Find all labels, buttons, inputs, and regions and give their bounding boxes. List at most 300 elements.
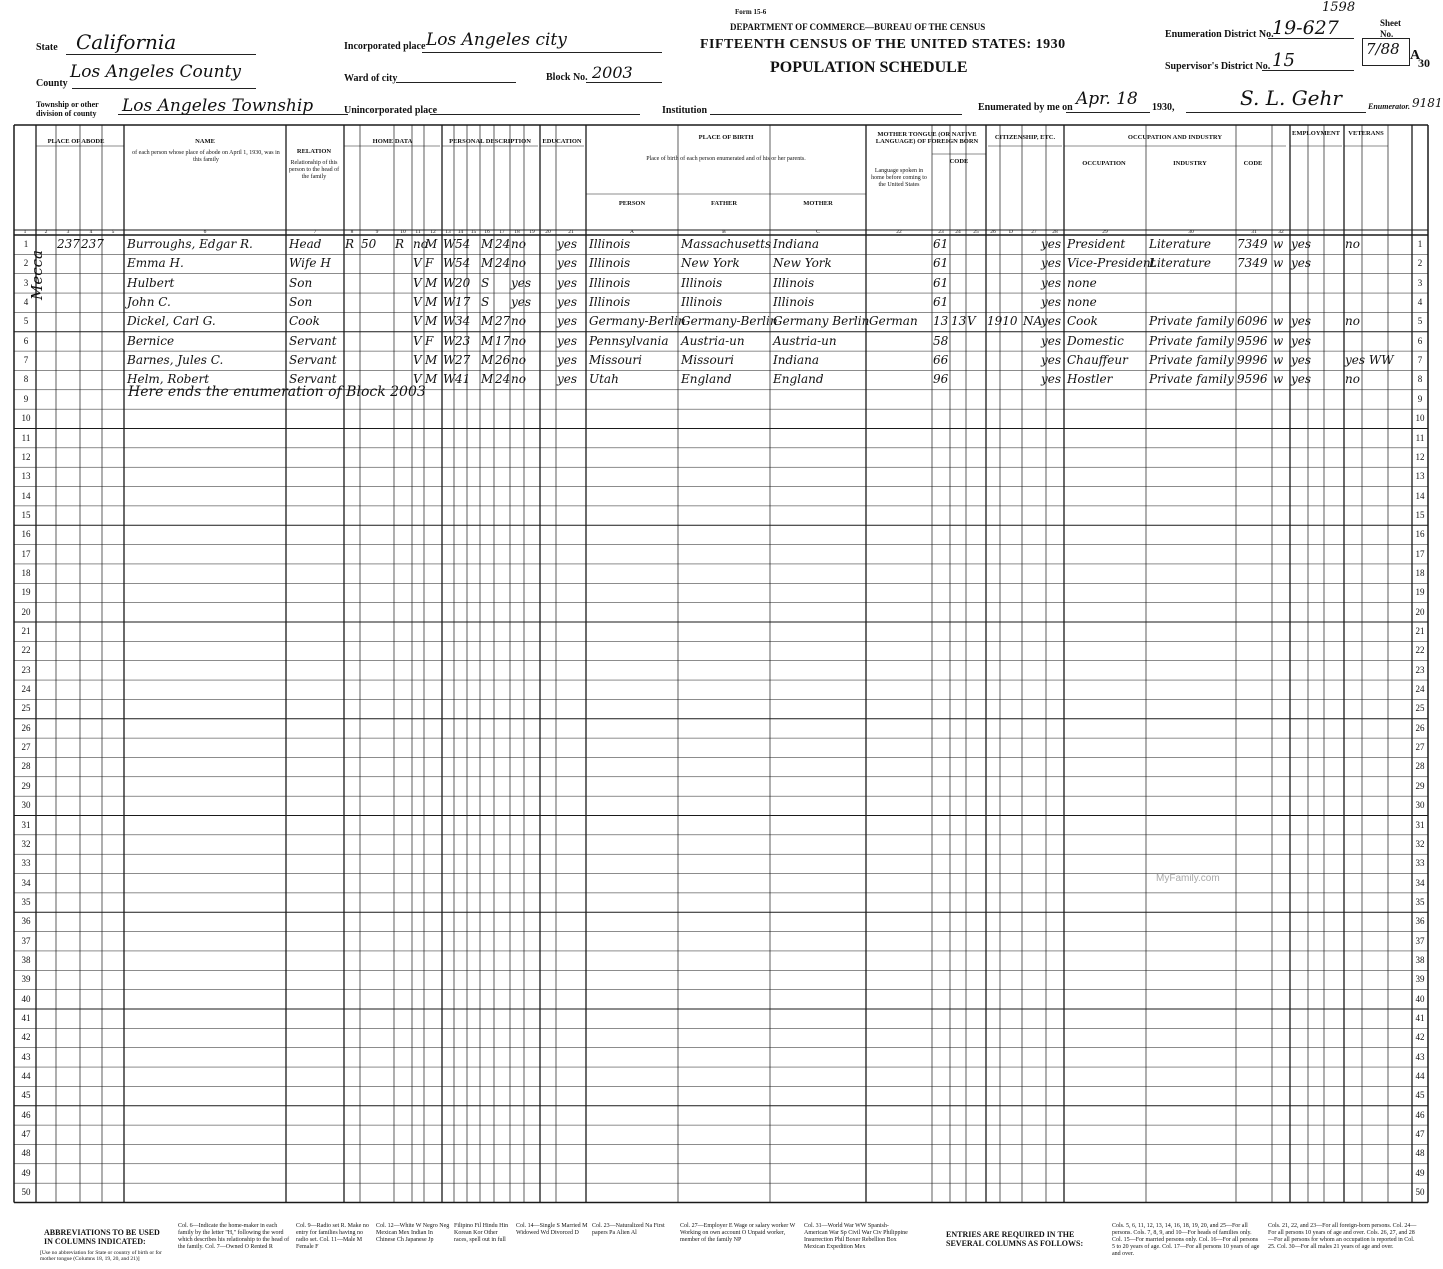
row-number-left: 31 bbox=[21, 819, 31, 830]
row-number-left: 10 bbox=[21, 413, 31, 424]
cell-code: 9996 bbox=[1237, 353, 1268, 368]
cell-cc: V bbox=[967, 314, 976, 329]
cell-code: 7349 bbox=[1237, 256, 1268, 271]
sheet-side: A bbox=[1410, 48, 1421, 63]
end-of-block-note: Here ends the enumeration of Block 2003 bbox=[128, 384, 426, 400]
col-person: PERSON bbox=[618, 200, 646, 207]
sheet-code: 30 bbox=[1418, 56, 1430, 70]
row-number-right: 44 bbox=[1415, 1071, 1425, 1082]
cell-school: no bbox=[511, 372, 526, 387]
group-tongue: MOTHER TONGUE (OR NATIVE LANGUAGE) OF FOREIGN BORN bbox=[875, 131, 979, 145]
cell-vet: no bbox=[1345, 314, 1360, 329]
cell-mar: M bbox=[481, 333, 494, 348]
row-number-right: 13 bbox=[1415, 471, 1425, 482]
cell-rel: Servant bbox=[289, 372, 337, 387]
cell-name: Emma H. bbox=[127, 256, 184, 271]
group-name: NAME bbox=[195, 138, 215, 145]
column-number: 28 bbox=[1052, 229, 1058, 235]
cell-ca: 66 bbox=[933, 353, 949, 368]
row-number-left: 16 bbox=[21, 529, 31, 540]
cell-read: yes bbox=[557, 314, 578, 329]
cell-age: 20 bbox=[455, 275, 471, 290]
cell-own: R bbox=[345, 237, 355, 251]
cell-sex: M bbox=[425, 372, 438, 387]
row-number-left: 2 bbox=[23, 258, 29, 269]
row-number-right: 12 bbox=[1415, 451, 1425, 462]
cell-sex: M bbox=[425, 237, 438, 251]
column-number: 21 bbox=[568, 229, 574, 235]
column-number: 13 bbox=[445, 229, 451, 235]
row-number-right: 9 bbox=[1417, 393, 1423, 404]
row-number-right: 31 bbox=[1415, 819, 1425, 830]
row-number-left: 45 bbox=[21, 1090, 31, 1101]
cell-radio: R bbox=[395, 237, 405, 251]
cell-rel: Wife H bbox=[289, 256, 331, 271]
row-number-right: 48 bbox=[1415, 1148, 1425, 1159]
cell-mar: S bbox=[481, 275, 490, 290]
cell-age: 41 bbox=[455, 372, 471, 387]
cell-farm: V bbox=[413, 314, 422, 329]
cell-code: 7349 bbox=[1237, 237, 1268, 251]
entries-title: ENTRIES ARE REQUIRED IN THE SEVERAL COLUMNS AS FOLLOWS: bbox=[946, 1230, 1084, 1248]
row-number-left: 40 bbox=[21, 993, 31, 1004]
row-number-left: 14 bbox=[21, 490, 31, 501]
row-number-right: 4 bbox=[1417, 297, 1423, 308]
row-number-right: 15 bbox=[1415, 509, 1425, 520]
abbrev-col31: Col. 31—World War WW Spanish-American War Sp Civil War Civ Philippine Insurrection Phil Boxer Rebellion Box Mexican Expedition Mex bbox=[804, 1223, 908, 1250]
year-label: 1930, bbox=[1152, 102, 1175, 113]
cell-pobm: Illinois bbox=[773, 295, 815, 310]
abbrev-col12: Col. 12—White W Negro Neg Mexican Mex Indian In Chinese Ch Japanese Jp bbox=[376, 1223, 450, 1243]
block-label: Block No. bbox=[546, 72, 588, 83]
cell-pobm: Illinois bbox=[773, 275, 815, 290]
cell-farm: V bbox=[413, 372, 422, 387]
cell-pob: Illinois bbox=[589, 237, 631, 251]
column-number: 8 bbox=[350, 229, 354, 235]
cell-ind: Private family bbox=[1149, 333, 1234, 348]
watermark: MyFamily.com bbox=[1156, 873, 1220, 884]
row-number-left: 28 bbox=[21, 761, 31, 772]
cell-eng: yes bbox=[1041, 353, 1062, 368]
cell-name: Bernice bbox=[127, 333, 175, 348]
column-number: 23 bbox=[938, 229, 944, 235]
cell-age: 54 bbox=[455, 237, 471, 251]
col-mother: MOTHER bbox=[803, 200, 833, 207]
cell-school: no bbox=[511, 333, 526, 348]
cell-code: 9596 bbox=[1237, 333, 1268, 348]
cell-school: yes bbox=[511, 275, 532, 290]
cell-occ: Chauffeur bbox=[1067, 353, 1128, 368]
cell-name: John C. bbox=[127, 295, 171, 310]
cell-eng: yes bbox=[1041, 295, 1062, 310]
cell-cls: w bbox=[1273, 314, 1284, 329]
unincorporated-label: Unincorporated place bbox=[344, 105, 438, 116]
row-number-left: 29 bbox=[21, 780, 31, 791]
cell-name: Dickel, Carl G. bbox=[127, 314, 216, 329]
group-education: EDUCATION bbox=[542, 138, 582, 145]
cell-ind: Private family bbox=[1149, 372, 1234, 387]
cell-occ: Cook bbox=[1067, 314, 1098, 329]
row-number-right: 36 bbox=[1415, 916, 1425, 927]
column-number: 15 bbox=[470, 229, 477, 235]
cell-name: Hulbert bbox=[127, 275, 175, 290]
cell-ca: 61 bbox=[933, 275, 949, 290]
cell-race: W bbox=[443, 275, 456, 290]
column-number: 2 bbox=[44, 229, 48, 235]
cell-pobf: England bbox=[681, 372, 732, 387]
column-number: 22 bbox=[896, 229, 902, 235]
cell-code: 6096 bbox=[1237, 314, 1268, 329]
cell-race: W bbox=[443, 353, 456, 368]
row-number-left: 42 bbox=[21, 1032, 31, 1043]
col-occupation: OCCUPATION bbox=[1082, 160, 1126, 167]
cell-emp: yes bbox=[1291, 237, 1312, 251]
cell-emp: yes bbox=[1291, 333, 1312, 348]
enumerator-code: 9181 bbox=[1412, 96, 1443, 110]
cell-sex: M bbox=[425, 353, 438, 368]
cell-ca: 58 bbox=[933, 333, 949, 348]
cell-pob: Germany-Berlin bbox=[589, 314, 686, 329]
row-number-right: 30 bbox=[1415, 800, 1425, 811]
county-label: County bbox=[36, 78, 68, 89]
cell-rel: Servant bbox=[289, 333, 337, 348]
row-number-right: 1 bbox=[1417, 239, 1423, 249]
cell-pobf: Germany-Berlin bbox=[681, 314, 778, 329]
row-number-right: 34 bbox=[1415, 877, 1425, 888]
cell-race: W bbox=[443, 372, 456, 387]
cell-read: yes bbox=[557, 256, 578, 271]
cell-ind: Private family bbox=[1149, 314, 1234, 329]
row-number-right: 6 bbox=[1417, 335, 1423, 346]
cell-sex: M bbox=[425, 275, 438, 290]
row-number-right: 2 bbox=[1417, 258, 1423, 269]
row-number-right: 33 bbox=[1415, 858, 1425, 869]
cell-sex: F bbox=[425, 256, 434, 271]
cell-ca: 61 bbox=[933, 256, 949, 271]
abbrev-col12b: Filipino Fil Hindu Hin Korean Kor Other races, spell out in full bbox=[454, 1223, 509, 1243]
cell-pob: Illinois bbox=[589, 295, 631, 310]
cell-age: 54 bbox=[455, 256, 471, 271]
row-number-left: 25 bbox=[21, 703, 31, 714]
abbrev-title: ABBREVIATIONS TO BE USED IN COLUMNS INDICATED: bbox=[44, 1228, 160, 1246]
side-annotation: Mecca bbox=[28, 250, 46, 300]
cell-school: yes bbox=[511, 295, 532, 310]
cell-pobf: Illinois bbox=[681, 295, 723, 310]
cell-age: 17 bbox=[455, 295, 471, 310]
cell-sex: M bbox=[425, 295, 438, 310]
cell-agem: 24 bbox=[495, 256, 511, 271]
cell-sex: F bbox=[425, 333, 434, 348]
cell-farm: V bbox=[413, 256, 422, 271]
col-language: Language spoken in home before coming to the United States bbox=[871, 168, 927, 188]
cell-school: no bbox=[511, 237, 526, 251]
cell-mar: M bbox=[481, 314, 494, 329]
cell-rel: Cook bbox=[289, 314, 320, 329]
row-number-right: 11 bbox=[1415, 432, 1425, 443]
cell-race: W bbox=[443, 333, 456, 348]
row-number-right: 40 bbox=[1415, 993, 1425, 1004]
cell-agem: 27 bbox=[495, 314, 511, 329]
cell-age: 23 bbox=[455, 333, 471, 348]
cell-race: W bbox=[443, 256, 456, 271]
cell-occ: President bbox=[1067, 237, 1126, 251]
incorporated-label: Incorporated place bbox=[344, 41, 426, 52]
row-number-right: 14 bbox=[1415, 490, 1425, 501]
row-number-left: 8 bbox=[23, 374, 29, 385]
cell-emp: yes bbox=[1291, 353, 1312, 368]
column-number: 7 bbox=[313, 229, 317, 235]
cell-race: W bbox=[443, 237, 456, 251]
cell-eng: yes bbox=[1041, 275, 1062, 290]
abbrev-col27: Col. 27—Employer E Wage or salary worker W Working on own account O Unpaid worker, member of the family NP bbox=[680, 1223, 796, 1243]
cell-ca: 13 bbox=[933, 314, 949, 329]
row-number-left: 3 bbox=[23, 277, 29, 288]
cell-eng: yes bbox=[1041, 314, 1062, 329]
row-number-left: 19 bbox=[21, 587, 31, 598]
row-number-right: 35 bbox=[1415, 896, 1425, 907]
cell-mar: S bbox=[481, 295, 490, 310]
column-number: 3 bbox=[66, 229, 70, 235]
cell-occ: none bbox=[1067, 295, 1097, 310]
col-father: FATHER bbox=[710, 200, 738, 207]
sheet-value: 7/88 bbox=[1366, 40, 1400, 58]
cell-pobm: Germany Berlin bbox=[773, 314, 870, 329]
cell-eng: yes bbox=[1041, 333, 1062, 348]
cell-farm: no bbox=[413, 237, 428, 251]
row-number-right: 43 bbox=[1415, 1051, 1425, 1062]
row-number-right: 29 bbox=[1415, 780, 1425, 791]
cell-occ: Domestic bbox=[1067, 333, 1124, 348]
cell-read: yes bbox=[557, 295, 578, 310]
group-veterans: VETERANS bbox=[1348, 130, 1384, 137]
row-number-left: 32 bbox=[21, 838, 31, 849]
column-number: 29 bbox=[1102, 229, 1108, 235]
row-number-right: 37 bbox=[1415, 935, 1425, 946]
group-abode: PLACE OF ABODE bbox=[47, 138, 105, 145]
cell-pob: Missouri bbox=[589, 353, 642, 368]
enum-district-label: Enumeration District No. bbox=[1165, 29, 1274, 40]
row-number-left: 41 bbox=[21, 1013, 31, 1023]
row-number-left: 6 bbox=[23, 335, 29, 346]
enumerator-signature: S. L. Gehr bbox=[1240, 86, 1342, 110]
stamp-number: 1598 bbox=[1322, 0, 1356, 15]
cell-pobm: Austria-un bbox=[773, 333, 837, 348]
cell-name: Helm, Robert bbox=[127, 372, 210, 387]
cell-cls: w bbox=[1273, 372, 1284, 387]
name-description: of each person whose place of abode on April 1, 1930, was in this family bbox=[132, 150, 280, 163]
row-number-right: 41 bbox=[1415, 1013, 1425, 1023]
group-home: HOME DATA bbox=[372, 138, 413, 145]
column-number: 19 bbox=[529, 229, 535, 235]
cell-pobm: New York bbox=[773, 256, 832, 271]
cell-pob: Pennsylvania bbox=[589, 333, 669, 348]
cell-pobf: Missouri bbox=[681, 353, 734, 368]
cell-mar: M bbox=[481, 237, 494, 251]
column-number: 14 bbox=[457, 229, 464, 235]
row-number-left: 27 bbox=[21, 742, 31, 753]
cell-agem: 24 bbox=[495, 372, 511, 387]
cell-emp: yes bbox=[1291, 256, 1312, 271]
row-number-right: 26 bbox=[1415, 722, 1425, 733]
abbrev-col23: Col. 23—Naturalized Na First papers Pa Alien Al bbox=[592, 1223, 665, 1236]
cell-rel: Son bbox=[289, 295, 313, 310]
cell-pob: Utah bbox=[589, 372, 619, 387]
cell-farm: V bbox=[413, 353, 422, 368]
column-number: 20 bbox=[545, 229, 551, 235]
row-number-left: 1 bbox=[23, 239, 29, 249]
cell-cls: w bbox=[1273, 256, 1284, 271]
row-number-right: 45 bbox=[1415, 1090, 1425, 1101]
cell-mar: M bbox=[481, 372, 494, 387]
abbrev-note: [Use no abbreviation for State or country of birth or for mother tongue (Columns 18, 19, 20, and 21)] bbox=[40, 1250, 162, 1262]
row-number-right: 50 bbox=[1415, 1187, 1425, 1198]
row-number-right: 21 bbox=[1415, 626, 1425, 636]
row-number-left: 15 bbox=[21, 509, 31, 520]
row-number-left: 17 bbox=[21, 548, 31, 559]
cell-age: 34 bbox=[455, 314, 471, 329]
supervisor-label: Supervisor's District No. bbox=[1165, 61, 1271, 72]
row-number-right: 18 bbox=[1415, 567, 1425, 578]
cell-rel: Son bbox=[289, 275, 313, 290]
column-number: 5 bbox=[111, 229, 115, 235]
row-number-left: 33 bbox=[21, 858, 31, 869]
cell-pobm: Indiana bbox=[773, 353, 820, 368]
cell-read: yes bbox=[557, 372, 578, 387]
column-number: 11 bbox=[415, 229, 421, 235]
cell-ind: Private family bbox=[1149, 353, 1234, 368]
column-number: D bbox=[1009, 229, 1013, 235]
column-number: C bbox=[816, 229, 820, 235]
enumerator-label: Enumerator. bbox=[1368, 102, 1411, 111]
row-number-right: 23 bbox=[1415, 664, 1425, 675]
cell-ca: 61 bbox=[933, 237, 949, 251]
row-number-left: 44 bbox=[21, 1071, 31, 1082]
group-birth: PLACE OF BIRTH bbox=[698, 134, 754, 141]
cell-lang: German bbox=[869, 314, 918, 329]
row-number-left: 23 bbox=[21, 664, 31, 675]
row-number-left: 49 bbox=[21, 1167, 31, 1178]
supervisor-value: 15 bbox=[1272, 50, 1295, 71]
row-number-right: 16 bbox=[1415, 529, 1425, 540]
row-number-right: 22 bbox=[1415, 645, 1425, 656]
cell-emp: yes bbox=[1291, 314, 1312, 329]
row-number-left: 37 bbox=[21, 935, 31, 946]
cell-cls: w bbox=[1273, 333, 1284, 348]
cell-nat: NA bbox=[1023, 314, 1043, 329]
column-number: 4 bbox=[89, 229, 93, 235]
cell-eng: yes bbox=[1041, 372, 1062, 387]
cell-read: yes bbox=[557, 353, 578, 368]
incorporated-value: Los Angeles city bbox=[426, 30, 567, 50]
cell-mar: M bbox=[481, 256, 494, 271]
county-value: Los Angeles County bbox=[70, 62, 242, 82]
schedule-title: POPULATION SCHEDULE bbox=[770, 59, 968, 76]
row-number-right: 20 bbox=[1415, 606, 1425, 617]
row-number-left: 50 bbox=[21, 1187, 31, 1198]
row-number-right: 8 bbox=[1417, 374, 1423, 385]
cell-rel: Head bbox=[289, 237, 322, 251]
row-number-left: 12 bbox=[21, 451, 31, 462]
column-number: 1 bbox=[23, 229, 27, 235]
row-number-right: 3 bbox=[1417, 277, 1423, 288]
cell-occ: none bbox=[1067, 275, 1097, 290]
abbrev-col14: Col. 14—Single S Married M Widowed Wd Divorced D bbox=[516, 1223, 588, 1236]
row-number-left: 36 bbox=[21, 916, 31, 927]
group-relation: RELATION bbox=[296, 148, 332, 155]
column-number: A bbox=[630, 229, 634, 235]
cell-mar: M bbox=[481, 353, 494, 368]
cell-ind: Literature bbox=[1149, 237, 1212, 251]
department-line: DEPARTMENT OF COMMERCE—BUREAU OF THE CENSUS bbox=[730, 22, 986, 32]
col-industry: INDUSTRY bbox=[1173, 160, 1207, 167]
row-number-left: 47 bbox=[21, 1129, 31, 1140]
row-number-right: 28 bbox=[1415, 761, 1425, 772]
cell-farm: V bbox=[413, 295, 422, 310]
column-number: 31 bbox=[1251, 229, 1257, 235]
row-number-left: 4 bbox=[23, 297, 29, 308]
row-number-left: 38 bbox=[21, 954, 31, 965]
cell-read: yes bbox=[557, 275, 578, 290]
cell-school: no bbox=[511, 314, 526, 329]
institution-label: Institution bbox=[662, 105, 708, 116]
column-number: 32 bbox=[1278, 229, 1284, 235]
cell-yr: 1910 bbox=[987, 314, 1018, 329]
column-number: 18 bbox=[514, 229, 520, 235]
row-number-left: 46 bbox=[21, 1109, 31, 1120]
state-label: State bbox=[36, 42, 58, 53]
row-number-right: 7 bbox=[1417, 355, 1423, 366]
cell-pobm: England bbox=[773, 372, 824, 387]
cell-fam: 237 bbox=[81, 237, 104, 251]
township-label: Township or other division of county bbox=[36, 100, 99, 118]
cell-school: no bbox=[511, 353, 526, 368]
form-number: Form 15-6 bbox=[735, 8, 767, 16]
cell-vet: yes WW bbox=[1345, 353, 1394, 368]
cell-race: W bbox=[443, 314, 456, 329]
column-number: 26 bbox=[990, 229, 996, 235]
column-number: 9 bbox=[375, 229, 379, 235]
cell-ca: 61 bbox=[933, 295, 949, 310]
cell-vet: no bbox=[1345, 372, 1360, 387]
row-number-left: 24 bbox=[21, 684, 31, 695]
cell-agem: 17 bbox=[495, 333, 511, 348]
row-number-left: 22 bbox=[21, 645, 31, 656]
cell-cls: w bbox=[1273, 237, 1284, 251]
cell-occ: Hostler bbox=[1067, 372, 1113, 387]
row-number-right: 10 bbox=[1415, 413, 1425, 424]
col-occ-code: CODE bbox=[1243, 160, 1263, 167]
row-number-left: 21 bbox=[21, 626, 31, 636]
cell-pob: Illinois bbox=[589, 256, 631, 271]
cell-value: 50 bbox=[361, 237, 377, 251]
cell-pob: Illinois bbox=[589, 275, 631, 290]
cell-ind: Literature bbox=[1149, 256, 1212, 271]
row-number-left: 11 bbox=[21, 432, 31, 443]
entries-text-2: Cols. 21, 22, and 23—For all foreign-born persons. Col. 24—For all persons 10 years of age and over. Cols. 26, 27, and 28—For all persons for whom an occupation is reported in Col. 25. Col. 30—For all males 21 years of age and over. bbox=[1268, 1223, 1417, 1250]
group-personal: PERSONAL DESCRIPTION bbox=[449, 138, 531, 145]
entries-text-1: Cols. 5, 6, 11, 12, 13, 14, 16, 18, 19, 20, and 25—For all persons. Cols. 7, 8, 9, and 10—For heads of families only. Col. 15—For married persons only. Col. 16—For all persons 5 to 20 years of age. Col. 17—For all persons 10 years of age and over. bbox=[1112, 1223, 1260, 1257]
cell-code: 9596 bbox=[1237, 372, 1268, 387]
cell-dwell: 237 bbox=[57, 237, 80, 251]
cell-name: Barnes, Jules C. bbox=[127, 353, 224, 368]
row-number-left: 43 bbox=[21, 1051, 31, 1062]
abbrev-col9: Col. 9—Radio set R. Make no entry for families having no radio set. Col. 11—Male M Female F bbox=[296, 1223, 369, 1250]
block-value: 2003 bbox=[592, 63, 633, 82]
row-number-left: 26 bbox=[21, 722, 31, 733]
enumerated-date: Apr. 18 bbox=[1076, 89, 1138, 109]
relation-description: Relationship of this person to the head of the family bbox=[288, 160, 340, 180]
column-number: 16 bbox=[484, 229, 490, 235]
